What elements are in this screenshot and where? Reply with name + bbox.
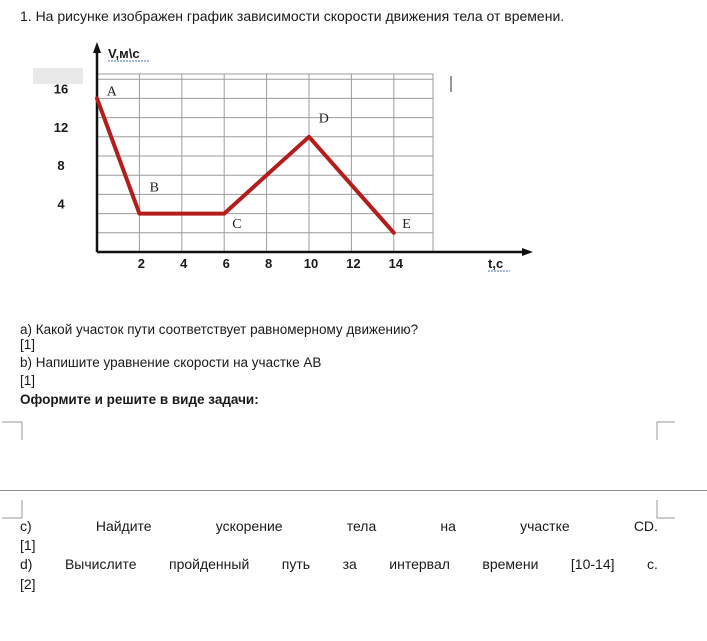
question-c-word: тела — [346, 518, 377, 534]
question-c-word: Найдите — [95, 518, 152, 534]
question-d-word: путь — [281, 556, 311, 572]
point-label: B — [149, 180, 159, 196]
question-c-points: [1] — [20, 537, 36, 553]
chart-grid — [97, 74, 433, 252]
x-tick-label: 2 — [137, 256, 146, 271]
x-tick-label: 10 — [303, 256, 319, 271]
velocity-time-chart — [0, 30, 560, 280]
question-d-word: [10-14] — [570, 556, 615, 572]
question-c-word: на — [440, 518, 456, 534]
section-divider — [0, 490, 707, 491]
corner-mark-bottom-left — [2, 500, 24, 520]
y-tick-label: 12 — [53, 119, 69, 135]
point-label: E — [402, 217, 411, 232]
x-axis-label: t,c — [488, 256, 504, 271]
grid-frame — [97, 74, 433, 252]
x-axis-arrow — [522, 248, 533, 256]
question-c-word: CD. — [633, 518, 658, 534]
y-tick-label: 4 — [57, 196, 65, 212]
task-title: 1. На рисунке изображен график зависимости скорости движения тела от времени. — [20, 8, 565, 24]
question-d-word: Вычислите — [64, 556, 137, 572]
question-d-word: пройденный — [169, 556, 250, 572]
point-label: A — [106, 84, 117, 100]
question-c — [20, 518, 658, 534]
question-d-word: за — [342, 556, 357, 572]
question-d-points: [2] — [20, 576, 36, 592]
instruction: Оформите и решите в виде задачи: — [20, 392, 259, 407]
question-c-word: c) — [20, 518, 32, 534]
y-axis-arrow — [93, 42, 101, 53]
question-a: а) Какой участок пути соответствует равномерному движению? — [20, 322, 419, 337]
y-tick-label: 8 — [57, 158, 65, 174]
question-d-word: времени — [482, 556, 539, 572]
question-d-word: с. — [647, 556, 658, 572]
chart-series — [97, 98, 394, 232]
point-label: C — [232, 217, 242, 232]
question-d-word: d) — [20, 556, 33, 572]
question-d-word: интервал — [389, 556, 450, 572]
x-tick-label: 4 — [180, 256, 188, 271]
x-tick-label: 12 — [346, 256, 361, 271]
question-b-points: [1] — [20, 373, 36, 388]
x-tick-label: 6 — [222, 256, 230, 271]
question-d — [20, 556, 658, 572]
chart-point-labels — [107, 85, 411, 232]
series-line — [97, 98, 394, 232]
question-c-word: участке — [520, 518, 570, 534]
question-c-word: ускорение — [215, 518, 283, 534]
question-a-points: [1] — [20, 337, 36, 352]
x-tick-label: 8 — [264, 256, 273, 271]
y-axis-label: V,м\с — [108, 46, 140, 61]
y-tick-label: 16 — [53, 81, 69, 97]
corner-mark-top-left — [2, 420, 24, 440]
corner-mark-bottom-right — [655, 500, 677, 520]
question-b: b) Напишите уравнение скорости на участке АВ — [20, 355, 322, 370]
corner-mark-top-right — [655, 420, 677, 440]
point-label: D — [318, 111, 329, 127]
x-tick-label: 14 — [388, 256, 404, 271]
